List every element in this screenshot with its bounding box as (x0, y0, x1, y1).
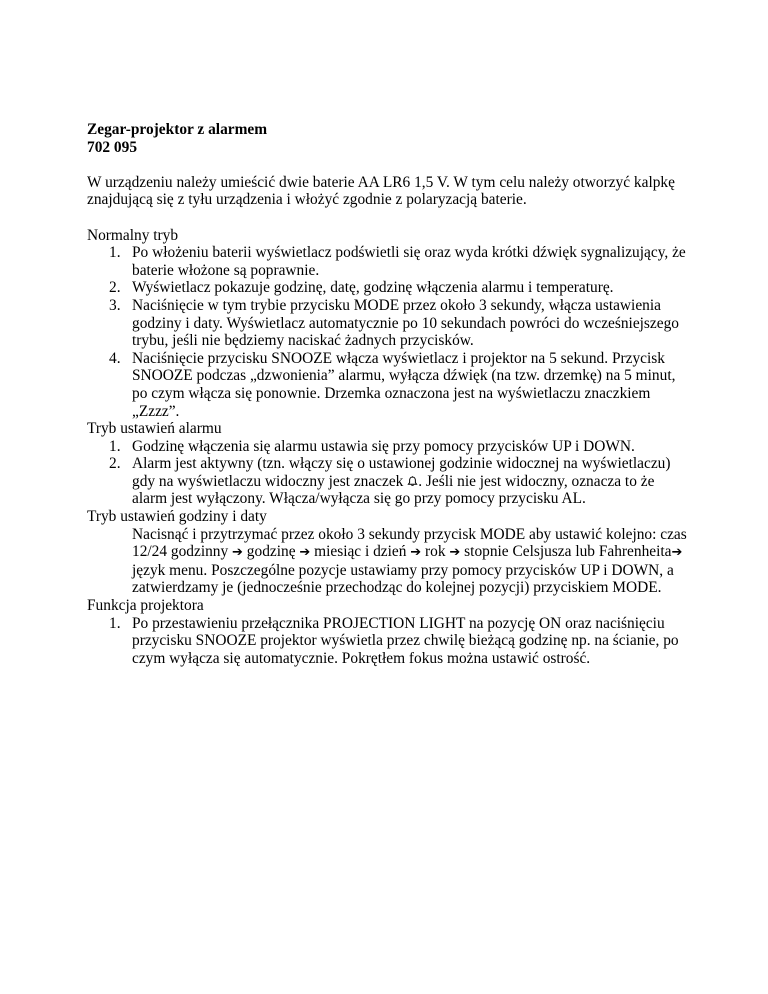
list-number: 4. (109, 349, 121, 367)
text-segment: miesiąc i dzień (310, 543, 411, 561)
list-number: 2. (109, 279, 121, 297)
arrow-right-icon: ➔ (232, 545, 243, 561)
list-number: 1. (109, 244, 121, 262)
list-item (87, 438, 687, 456)
section-heading-normal: Normalny tryb (87, 226, 179, 244)
list-number: 2. (109, 455, 121, 473)
normal-mode-list (87, 244, 687, 420)
text-segment: rok (421, 543, 450, 561)
arrow-right-icon: ➔ (671, 545, 683, 561)
list-item (87, 297, 687, 350)
arrow-right-icon: ➔ (299, 545, 311, 561)
alarm-mode-list (87, 438, 687, 508)
text-segment: język menu. Poszczególne pozycje ustawiamy przy pomocy przycisków UP i DOWN, a zatwierdzamy je (jednocześnie przechodząc do kolejnej pozycji) przyciskiem MODE. (132, 561, 674, 597)
list-text: Naciśnięcie w tym trybie przycisku MODE przez około 3 sekundy, włącza ustawienia godziny i daty. Wyświetlacz automatycznie po 10 sekundach powróci do wcześniejszego trybu, jeśli nie będziemy naciskać żadnych przycisków. (132, 296, 679, 350)
document-title-block (87, 121, 687, 156)
text-segment: Nacisnąć i przytrzymać przez około 3 sekundy przycisk MODE aby ustawić kolejno: czas 12/24 godzinny (132, 525, 687, 561)
list-text: Naciśnięcie przycisku SNOOZE włącza wyświetlacz i projektor na 5 sekund. Przycisk SNOOZE podczas „dzwonienia” alarmu, wyłącza dźwięk (na tzw. drzemkę) na 5 minut, po czym włącza się ponownie. Drzemka oznaczona jest na wyświetlaczu znaczkiem „Zzzz”. (132, 349, 676, 420)
list-number: 1. (109, 614, 121, 632)
list-text-after-icon: . Jeśli nie jest widoczny, oznacza to że alarm jest wyłączony. Włącza/wyłącza się go przy pomocy przycisku AL. (132, 472, 655, 508)
document-title: Zegar-projektor z alarmem (87, 121, 268, 138)
arrow-right-icon: ➔ (449, 545, 461, 561)
section-heading-alarm: Tryb ustawień alarmu (87, 420, 222, 438)
document-page (87, 121, 687, 667)
list-number: 1. (109, 437, 121, 455)
intro-paragraph: W urządzeniu należy umieścić dwie baterie AA LR6 1,5 V. W tym celu należy otworzyć kalpkę znajdującą się z tyłu urządzenia i włożyć zgodnie z polaryzacją baterie. (87, 173, 675, 209)
list-item (87, 244, 687, 279)
list-text: Po włożeniu baterii wyświetlacz podświetli się oraz wyda krótki dźwięk sygnalizujący, że baterie włożone są poprawnie. (132, 244, 686, 279)
time-settings-paragraph (87, 526, 687, 597)
list-item (87, 615, 687, 668)
list-item (87, 350, 687, 420)
list-text: Wyświetlacz pokazuje godzinę, datę, godzinę włączenia alarmu i temperaturę. (132, 279, 614, 297)
section-heading-time: Tryb ustawień godziny i daty (87, 508, 267, 526)
projector-list (87, 615, 687, 668)
text-segment: stopnie Celsjusza lub Fahrenheita (460, 543, 672, 561)
list-item (87, 455, 687, 508)
arrow-right-icon: ➔ (410, 545, 422, 561)
list-number: 3. (109, 296, 121, 314)
text-segment: godzinę (242, 543, 300, 561)
list-text: Godzinę włączenia się alarmu ustawia się przy pomocy przycisków UP i DOWN. (132, 437, 635, 455)
bell-icon (407, 474, 418, 485)
list-item (87, 279, 687, 297)
list-text: Po przestawieniu przełącznika PROJECTION LIGHT na pozycję ON oraz naciśnięciu przycisku SNOOZE projektor wyświetla przez chwilę bieżącą godzinę np. na ścianie, po czym wyłącza się automatycznie. Pokrętłem fokus można ustawić ostrość. (132, 614, 679, 667)
product-code: 702 095 (87, 138, 138, 156)
list-text-before-icon: Alarm jest aktywny (tzn. włączy się o ustawionej godzinie widocznej na wyświetlaczu) gdy na wyświetlaczu widoczny jest znaczek (132, 455, 671, 490)
section-heading-projector: Funkcja projektora (87, 597, 204, 615)
